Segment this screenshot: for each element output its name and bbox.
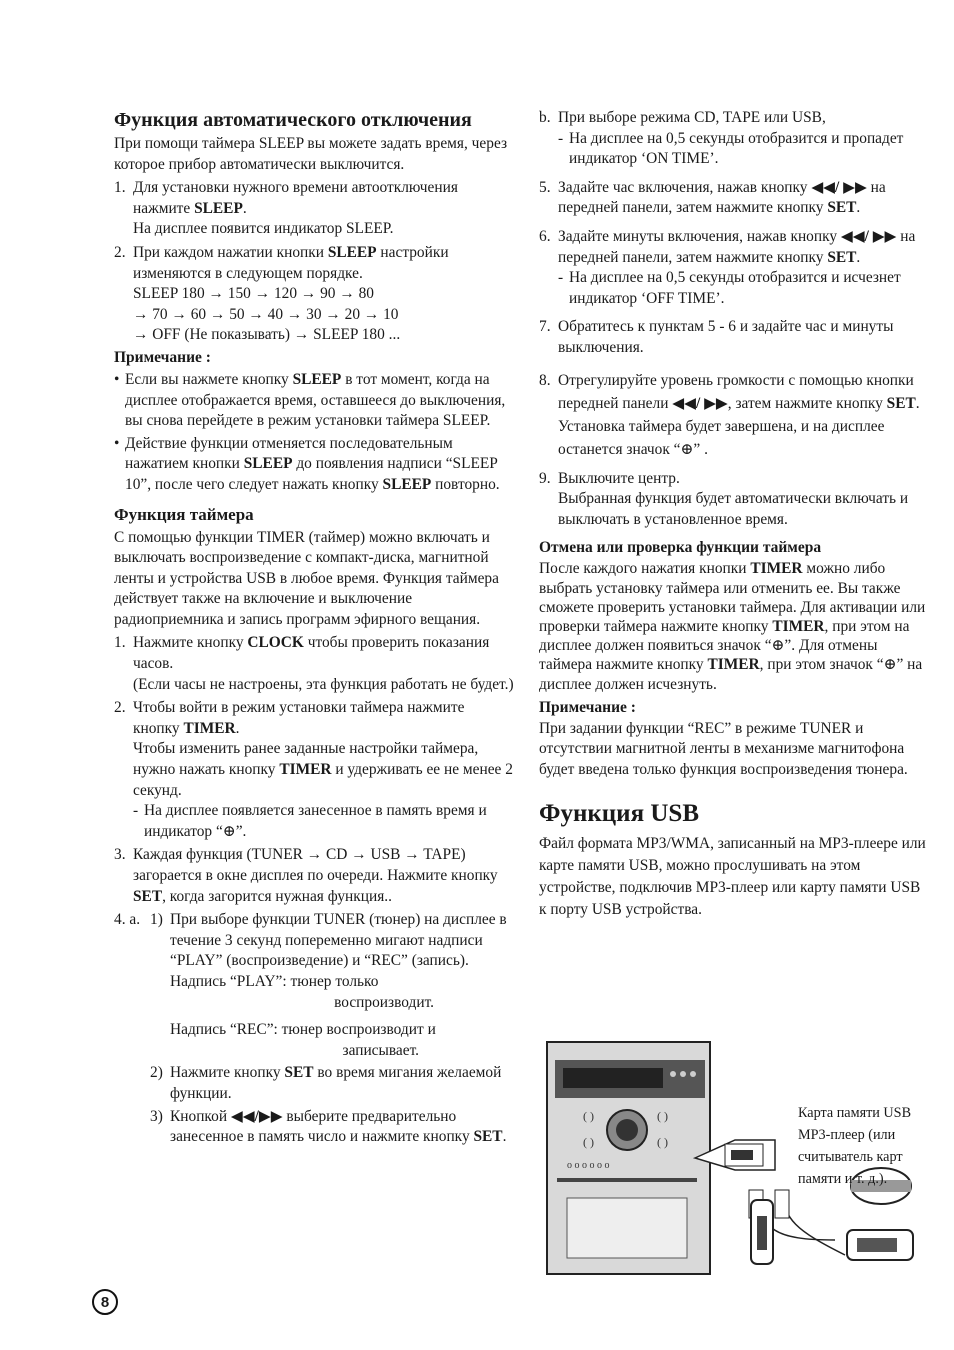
list-item: 7. Обратитесь к пунктам 5 - 6 и задайте час и минуты выключения. <box>539 318 894 356</box>
list-item: 2. Чтобы войти в режим установки таймера нажмите кнопку TIMER. Чтобы изменить ранее заданные настройки таймера, нужно нажать кнопку TIMER и удерживать ее не менее 2 секунд. - На дисплее появляется занесенное в память время и индикатор “⊕”. <box>114 699 513 840</box>
right-column <box>539 108 931 921</box>
usb-heading: Функция USB <box>539 799 699 827</box>
timer-heading: Функция таймера <box>114 504 254 524</box>
page-number: 8 <box>92 1289 118 1315</box>
usb-text: Файл формата MP3/WMA, записанный на MP3-плеере или карте памяти USB, можно прослушивать на этом устройстве, подключив MP3-плеер или карту памяти USB к порту USB устройства. <box>539 834 926 918</box>
list-item: 5. Задайте час включения, нажав кнопку ◀◀/ ▶▶ на передней панели, затем нажмите кнопку SET. <box>539 178 886 217</box>
svg-text:( ): ( ) <box>583 1109 594 1123</box>
note-bullet: • Если вы нажмете кнопку SLEEP в тот момент, когда на дисплее отображается время, оставшееся до выключения, вы снова перейдете в режим установки таймера SLEEP. <box>114 370 506 430</box>
list-item: 4. a. 1) При выборе функции TUNER (тюнер) на дисплее в течение 3 секунд попеременно мигают надписи “PLAY” (воспроизведение) и “REC” (запись). Надпись “PLAY”: тюнер только воспроизводит. Надпись “REC”: тюнер воспроизводит и записывает. 2) Нажмите кнопку SET во время мигания желаемой функции. 3) Кнопкой ◀◀/▶▶ выберите предварительно занесенное в память число и нажмите кнопку SET. <box>114 911 507 1146</box>
auto-off-intro: При помощи таймера SLEEP вы можете задать время, через которое прибор автоматически выключится. <box>114 135 508 173</box>
svg-text:( ): ( ) <box>583 1135 594 1149</box>
note-heading: Примечание : <box>539 698 636 716</box>
timer-intro: С помощью функции TIMER (таймер) можно включать и выключать воспроизведение с компакт-диска, магнитной ленты и устройства USB в любое время. Функция таймера действует также на включение и выключение радиоприемника и запись программ эфирного вещания. <box>114 528 499 628</box>
list-item: 9. Выключите центр. Выбранная функция будет автоматически включать и выключать в установленное время. <box>539 469 909 528</box>
svg-text:o o o o o o: o o o o o o <box>567 1160 610 1171</box>
figure-caption: Карта памяти USB MP3-плеер (или считыватель карт памяти и т. д.). <box>798 1105 912 1187</box>
list-item: 2. При каждом нажатии кнопки SLEEP настройки изменяются в следующем порядке. SLEEP 180 → 150 → 120 → 90 → 80 → 70 → 60 → 50 → 40 → 30 → 20 → 10 → OFF (Не показывать) → SLEEP 180 ... <box>114 243 449 344</box>
list-item: 8. Отрегулируйте уровень громкости с помощью кнопки передней панели ◀◀/ ▶▶, затем нажмите кнопку SET. Установка таймера будет завершена, и на дисплее останется значок “⊕” . <box>539 371 920 458</box>
sleep-sequence: SLEEP 180 → 150 → 120 → 90 → 80 <box>133 285 374 303</box>
svg-text:( ): ( ) <box>657 1135 668 1149</box>
list-item: 3. Каждая функция (TUNER → CD → USB → TAPE) загорается в окне дисплея по очереди. Нажмите кнопку SET, когда загорится нужная функция.. <box>114 846 498 905</box>
note-heading: Примечание : <box>114 348 211 366</box>
list-item: 1. Нажмите кнопку CLOCK чтобы проверить показания часов. (Если часы не настроены, эта функция работать не будет.) <box>114 634 514 693</box>
left-column <box>114 108 514 1148</box>
list-item: 6. Задайте минуты включения, нажав кнопку ◀◀/ ▶▶ на передней панели, затем нажмите кнопку SET. - На дисплее на 0,5 секунды отобразится и исчезнет индикатор ‘OFF TIME’. <box>539 227 916 307</box>
svg-text:( ): ( ) <box>657 1109 668 1123</box>
note-bullet: • Действие функции отменяется последовательным нажатием кнопки SLEEP до появления надписи “SLEEP 10”, после чего следует нажать кнопку SLEEP повторно. <box>114 434 500 493</box>
list-item: b. При выборе режима CD, TAPE или USB, - На дисплее на 0,5 секунды отобразится и пропадет индикатор ‘ON TIME’. <box>539 109 904 168</box>
note-text: При задании функции “REC” в режиме TUNER и отсутствии магнитной ленты в механизме магнитофона будет введена только функция воспроизведения тюнера. <box>539 719 908 778</box>
list-item: 1. Для установки нужного времени автоотключения нажмите SLEEP. На дисплее появится индикатор SLEEP. <box>114 179 458 238</box>
cancel-text: После каждого нажатия кнопки TIMER можно либо выбрать установку таймера или отменить ее. Вы также сможете проверить установки таймера. Для активации или проверки таймера нажмите кнопку TIMER, при этом на дисплее должен появиться значок “⊕”. Для отмены таймера нажмите кнопку TIMER, при этом значок “⊕” на дисплее должен исчезнуть. <box>539 560 926 693</box>
auto-off-heading: Функция автоматического отключения <box>114 109 472 131</box>
cancel-heading: Отмена или проверка функции таймера <box>539 539 822 557</box>
